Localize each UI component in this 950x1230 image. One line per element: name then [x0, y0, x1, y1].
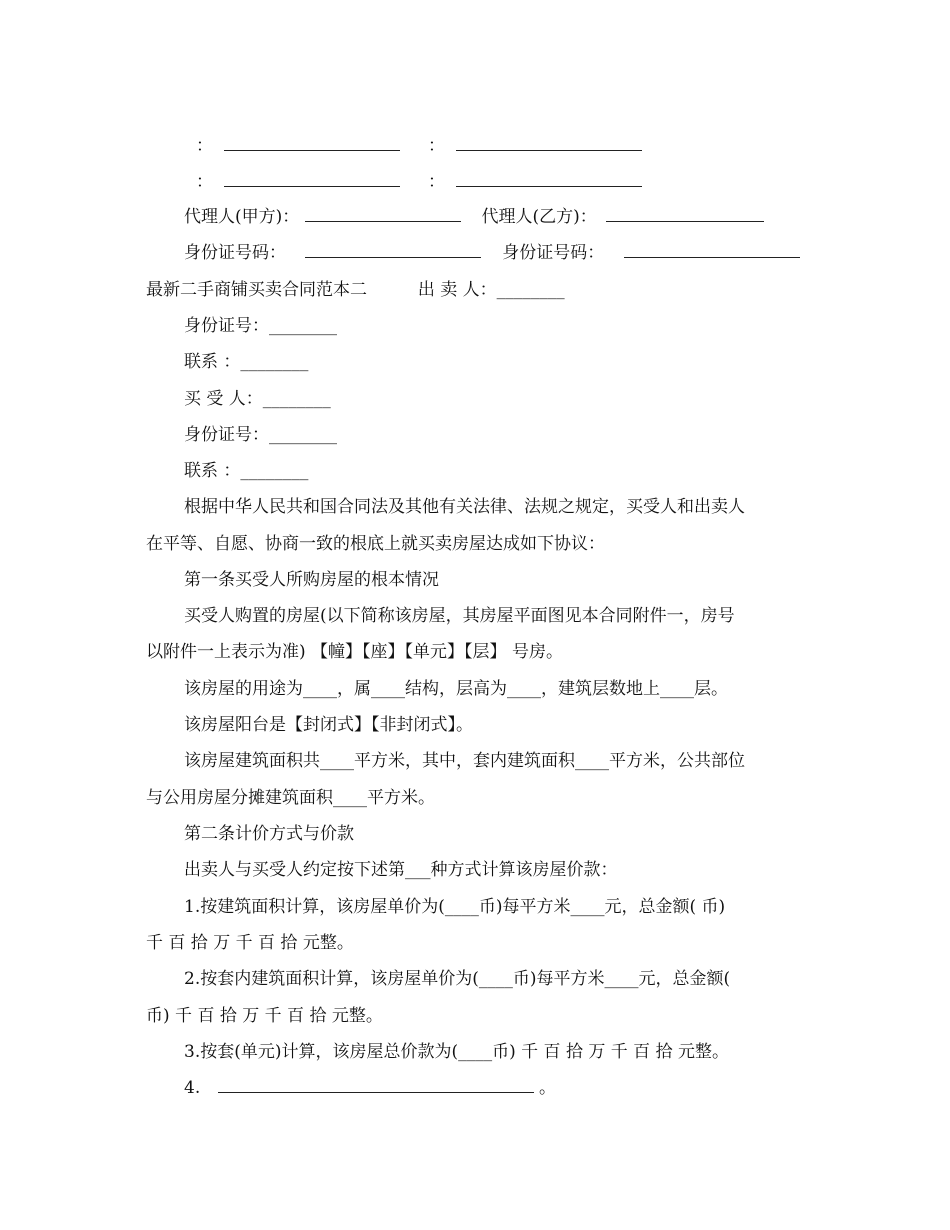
agent-b-label: 代理人(乙方)：: [481, 207, 597, 227]
list-item: 3.按套(单元)计算，该房屋总价款为(____币) 千 百 拾 万 千 百 拾 元整。: [184, 1042, 729, 1062]
header-row-1: [196, 134, 400, 158]
colon-label: ：: [428, 136, 445, 156]
id-number-row: [184, 241, 800, 265]
contract-title: 最新二手商铺买卖合同范本二: [146, 280, 367, 300]
list-item: 2.按套内建筑面积计算，该房屋单价为(____币)每平方米____元，总金额(: [184, 969, 731, 989]
paragraph-line: 该房屋阳台是【封闭式】【非封闭式】。: [184, 715, 473, 735]
buyer-id: 身份证号：________: [184, 425, 337, 445]
paragraph-line: 买受人购置的房屋(以下简称该房屋，其房屋平面图见本合同附件一，房号: [184, 606, 735, 626]
paragraph-line: 以附件一上表示为准) 【幢】【座】【单元】【层】 号房。: [146, 642, 563, 662]
id-no-b-label: 身份证号码：: [502, 243, 605, 263]
title-row: [146, 278, 565, 302]
item-4-number: 4.: [184, 1078, 201, 1098]
seller-label: 出 卖 人：________: [417, 280, 565, 300]
header-row-2b: [428, 170, 642, 194]
paragraph-line: 根据中华人民共和国合同法及其他有关法律、法规之规定，买受人和出卖人: [184, 497, 745, 517]
buyer-contact: 联系 ：________: [184, 461, 309, 481]
header-row-2: [196, 170, 400, 194]
article-1-title: 第一条买受人所购房屋的根本情况: [184, 570, 439, 590]
agent-a-label: 代理人(甲方)：: [184, 207, 300, 227]
paragraph-line: 与公用房屋分摊建筑面积____平方米。: [146, 788, 435, 808]
list-item-cont: 千 百 拾 万 千 百 拾 元整。: [146, 933, 354, 953]
blank-line: [305, 241, 481, 258]
header-row-1b: [428, 134, 642, 158]
buyer-label: 买 受 人：________: [184, 389, 331, 409]
blank-line: [606, 205, 764, 222]
paragraph-line: 出卖人与买受人约定按下述第___种方式计算该房屋价款：: [184, 860, 618, 880]
blank-line: [456, 170, 642, 187]
article-2-title: 第二条计价方式与价款: [184, 824, 354, 844]
blank-line: [218, 1076, 534, 1093]
paragraph-line: 该房屋建筑面积共____平方米，其中，套内建筑面积____平方米，公共部位: [184, 751, 745, 771]
blank-line: [624, 241, 800, 258]
blank-line: [224, 134, 400, 151]
id-no-a-label: 身份证号码：: [184, 243, 286, 263]
agent-row: [184, 205, 764, 229]
colon-label: ：: [196, 172, 213, 192]
seller-id: 身份证号：________: [184, 316, 337, 336]
blank-line: [305, 205, 461, 222]
item-4-end: 。: [539, 1078, 557, 1098]
seller-contact: 联系 ：________: [184, 352, 309, 372]
colon-label: ：: [196, 136, 213, 156]
list-item-cont: 币) 千 百 拾 万 千 百 拾 元整。: [146, 1006, 383, 1026]
paragraph-line: 在平等、自愿、协商一致的根底上就买卖房屋达成如下协议：: [146, 534, 605, 554]
list-item-4: [184, 1076, 556, 1100]
blank-line: [224, 170, 400, 187]
paragraph-line: 该房屋的用途为____，属____结构，层高为____，建筑层数地上____层。: [184, 679, 728, 699]
blank-line: [456, 134, 642, 151]
colon-label: ：: [428, 172, 445, 192]
list-item: 1.按建筑面积计算，该房屋单价为(____币)每平方米____元，总金额( 币): [184, 897, 726, 917]
